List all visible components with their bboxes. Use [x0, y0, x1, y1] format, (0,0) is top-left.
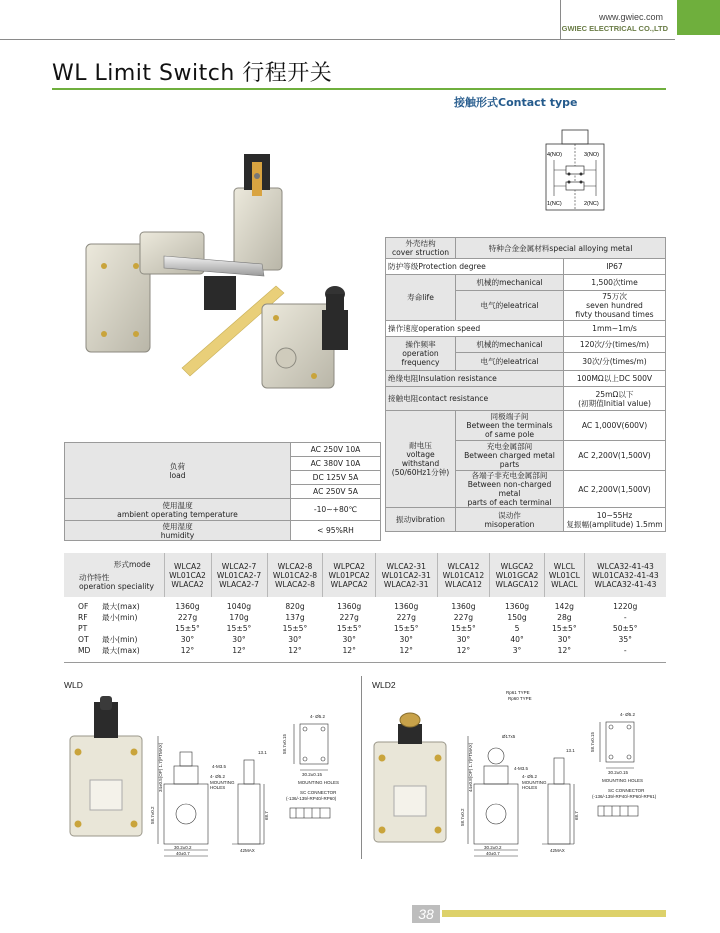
shell-value: 特种合金金属材料special alloying metal [456, 238, 666, 259]
wld2-dim-12: MOUNTING HOLES [522, 780, 547, 790]
row-key: MD 最大(max) [78, 646, 140, 655]
freq-label: 操作频率 operation frequency [386, 337, 456, 371]
withstand-1-value: AC 1,000V(600V) [564, 411, 666, 441]
protection-label: 防护等级Protection degree [386, 259, 564, 275]
header-bar [0, 0, 560, 40]
wld2-dim-16: 40±0.7 [486, 851, 500, 856]
wld-dim-2: 58.7±0.15 [282, 734, 287, 754]
wld2-label: WLD2 [372, 680, 396, 690]
table-row [64, 645, 666, 656]
model-col-6: WLCA12 WL01CA12 WLACA12 [437, 553, 490, 597]
wld2-dim-19: 44±0.8(OP) 1.7(PTMAX) [468, 742, 473, 792]
cell: 15±5° [393, 624, 419, 633]
cell: 1360g [394, 602, 419, 611]
model-col-8: WLCL WL01CL WLACL [544, 553, 584, 597]
wld2-dim-4: 4- Ø5.2 [620, 712, 636, 717]
model-col-7: WLGCA2 WL01GCA2 WLAGCA12 [490, 553, 544, 597]
cell: 12° [456, 646, 471, 655]
wld-dim-8: 4- Ø5.2 [210, 774, 226, 779]
model-col-9: WLCA32-41-43 WL01CA32-41-43 WLACA32-41-43 [584, 553, 666, 597]
speed-value: 1mm~1m/s [564, 321, 666, 337]
section-divider [361, 676, 362, 859]
wld2-dim-9: (-136/-139/-RP40/-RP60/-RP61) [592, 794, 657, 799]
cell: 30° [399, 635, 413, 644]
cell: 30° [180, 635, 195, 644]
shell-label: 外壳结构 cover struction [386, 238, 456, 259]
terminal-4: 4(NO) [547, 152, 562, 158]
load-value-1: AC 250V 10A [291, 443, 381, 457]
terminal-2: 2(NC) [584, 201, 599, 207]
wld2-dim-8: SC CONNECTOR [608, 788, 645, 793]
cell: 15±5° [282, 624, 308, 633]
wld-dim-4: MOUNTING HOLES [298, 780, 340, 785]
misop-label: 误动作 misoperation [456, 508, 564, 532]
cell: 12° [399, 646, 413, 655]
row-key: PT [78, 624, 88, 633]
contact-diagram [540, 126, 610, 218]
footer-bar [442, 910, 666, 917]
title-divider [52, 88, 666, 90]
wld2-dim-6: 30.2±0.15 [608, 770, 628, 775]
cell: - [623, 646, 627, 655]
cell: 35° [618, 635, 632, 644]
withstand-2-value: AC 2,200V(1,500V) [564, 441, 666, 471]
wld-dim-6: (-136/-139/-RP40/-RP60) [286, 796, 337, 801]
wld-dim-10: 13.1 [258, 750, 267, 755]
protection-value: IP67 [564, 259, 666, 275]
life-elec-label: 电气的eleatrical [456, 291, 564, 321]
page-number: 38 [418, 906, 434, 922]
withstand-label: 耐电压 voltage withstand (50/60Hz1分钟) [386, 411, 456, 508]
freq-elec-value: 30次/分(times/m) [564, 353, 666, 371]
cell: 12° [288, 646, 302, 655]
cell: 28g [557, 613, 572, 622]
speciality-label: 动作特性 operation speciality [79, 572, 154, 591]
wld-dim-1: 4- Ø5.2 [310, 714, 326, 719]
cell: 30° [557, 635, 572, 644]
cell: 15±5° [336, 624, 362, 633]
wld-dim-11: 68.7 [264, 811, 269, 820]
wld-label: WLD [64, 680, 83, 690]
freq-mech-value: 120次/分(times/m) [564, 337, 666, 353]
terminal-1: 1(NC) [547, 201, 562, 207]
load-value-3: DC 125V 5A [291, 471, 381, 485]
contact-res-value: 25mΩ以下 (初期值Initial value) [564, 387, 666, 411]
insulation-label: 绝缘电阻Insulation resistance [386, 371, 564, 387]
load-value-4: AC 250V 5A [291, 485, 381, 499]
cell: 15±5° [226, 624, 252, 633]
wld2-dim-14: 68.7 [574, 811, 579, 820]
cell: 30° [288, 635, 302, 644]
cell: 227g [339, 613, 359, 622]
mode-label: 形式mode [113, 559, 151, 569]
wld-dim-15: 58.7±0.2 [150, 806, 155, 824]
cell: 3° [512, 646, 522, 655]
model-col-5: WLCA2-31 WL01CA2-31 WLACA2-31 [375, 553, 437, 597]
row-key: OF 最大(max) [78, 602, 140, 611]
model-col-2: WLCA2-7 WL01CA2-7 WLACA2-7 [211, 553, 267, 597]
header-accent-block [677, 0, 720, 35]
load-label: 负荷 load [65, 443, 291, 499]
table-row [64, 634, 666, 645]
cell: 227g [396, 613, 416, 622]
wld-dim-7: 4-M3.5 [212, 764, 227, 769]
load-table [64, 442, 381, 541]
life-elec-value: 75万次 seven hundred fivty thousand times [564, 291, 666, 321]
humidity-value: < 95%RH [291, 521, 381, 541]
wld-dim-14: 42MAX [240, 848, 255, 853]
cell: 30° [342, 635, 356, 644]
withstand-1-label: 同极端子间 Between the terminals of same pole [456, 411, 564, 441]
wld2-dim-13: 13.1 [566, 748, 575, 753]
cell: 30° [456, 635, 471, 644]
table-row [64, 612, 666, 623]
cell: 1360g [337, 602, 362, 611]
cell: 142g [554, 602, 575, 611]
contact-type-label: 接触形式Contact type [454, 96, 578, 109]
speed-label: 操作速度operation speed [386, 321, 564, 337]
wld-dim-9: MOUNTING HOLES [210, 780, 235, 790]
wld2-dim-11: 4- Ø5.2 [522, 774, 538, 779]
withstand-3-value: AC 2,200V(1,500V) [564, 471, 666, 508]
cell: 1360g [451, 602, 476, 611]
insulation-value: 100MΩ以上DC 500V [564, 371, 666, 387]
load-value-2: AC 380V 10A [291, 457, 381, 471]
wld2-dim-15: 30.2±0.2 [484, 845, 502, 850]
row-key: RF 最小(min) [78, 613, 138, 622]
wld-drawing [64, 696, 360, 858]
product-photo [64, 136, 382, 398]
table-row [64, 623, 666, 634]
cell: 12° [557, 646, 572, 655]
header-site-box [560, 0, 675, 40]
cell: 30° [232, 635, 246, 644]
spec-table [385, 237, 666, 532]
wld-dim-3: 30.2±0.15 [302, 772, 322, 777]
cell: 1040g [226, 602, 252, 611]
wld-dim-12: 30.2±0.2 [174, 845, 192, 850]
life-mech-label: 机械的mechanical [456, 275, 564, 291]
wld2-drawing [370, 686, 666, 858]
model-table [64, 553, 666, 656]
cell: 15±5° [552, 624, 577, 633]
wld-dim-5: SC CONNECTOR [300, 790, 337, 795]
cell: 227g [453, 613, 474, 622]
vibration-label: 振动vibration [386, 508, 456, 532]
row-key: OT 最小(min) [78, 635, 138, 644]
freq-mech-label: 机械的mechanical [456, 337, 564, 353]
terminal-3: 3(NO) [584, 152, 599, 158]
cell: 150g [507, 613, 527, 622]
wld2-dim-10: 4-M3.5 [514, 766, 529, 771]
cell: 15±5° [451, 624, 476, 633]
life-label: 寿命life [386, 275, 456, 321]
cell: 227g [177, 613, 198, 622]
model-col-3: WLCA2-8 WL01CA2-8 WLACA2-8 [267, 553, 323, 597]
wld2-dim-17: 42MAX [550, 848, 565, 853]
vibration-value: 10~55Hz 复振幅(amplitude) 1.5mm [564, 508, 666, 532]
website-url[interactable]: www.gwiec.com [598, 12, 663, 22]
wld2-dim-5: 58.7±0.15 [590, 732, 595, 752]
cell: 170g [229, 613, 249, 622]
cell: - [623, 613, 627, 622]
cell: 12° [232, 646, 246, 655]
model-col-1: WLCA2 WL01CA2 WLACA2 [164, 553, 211, 597]
temp-value: -10~+80℃ [291, 499, 381, 521]
wld-dim-13: 40±0.7 [176, 851, 190, 856]
model-corner [64, 553, 164, 597]
company-name: GWIEC ELECTRICAL CO.,LTD [561, 24, 668, 33]
cell: 1220g [613, 602, 638, 611]
cell: 15±5° [175, 624, 200, 633]
model-table-bottom-rule [64, 662, 666, 663]
wld2-dim-1: Rp61 TYPE [506, 690, 530, 695]
freq-elec-label: 电气的eleatrical [456, 353, 564, 371]
contact-res-label: 接触电阻contact resistance [386, 387, 564, 411]
model-col-4: WLPCA2 WL01PCA2 WLAPCA2 [323, 553, 375, 597]
wld2-dim-7: MOUNTING HOLES [602, 778, 644, 783]
life-mech-value: 1,500次time [564, 275, 666, 291]
humidity-label: 使用湿度 humidity [65, 521, 291, 541]
cell: 137g [285, 613, 305, 622]
cell: 1360g [175, 602, 200, 611]
page-title: WL Limit Switch 行程开关 [52, 61, 333, 86]
cell: 40° [510, 635, 524, 644]
cell: 5 [514, 624, 520, 633]
cell: 12° [180, 646, 195, 655]
wld2-dim-3: Ø17x5 [502, 734, 516, 739]
cell: 820g [285, 602, 305, 611]
table-row [64, 601, 666, 612]
cell: 1360g [504, 602, 530, 611]
wld2-dim-2: Rp60 TYPE [508, 696, 532, 701]
cell: 50±5° [612, 624, 638, 633]
wld-dim-16: 34±0.5(OP) 1.7(PTMAX) [158, 742, 163, 792]
temp-label: 使用温度 ambient operating temperature [65, 499, 291, 521]
withstand-2-label: 充电金属部间 Between charged metal parts [456, 441, 564, 471]
wld2-dim-18: 58.7±0.2 [460, 808, 465, 826]
cell: 12° [342, 646, 356, 655]
withstand-3-label: 各端子非充电金属部间 Between non-charged metal parts of each terminal [456, 471, 564, 508]
